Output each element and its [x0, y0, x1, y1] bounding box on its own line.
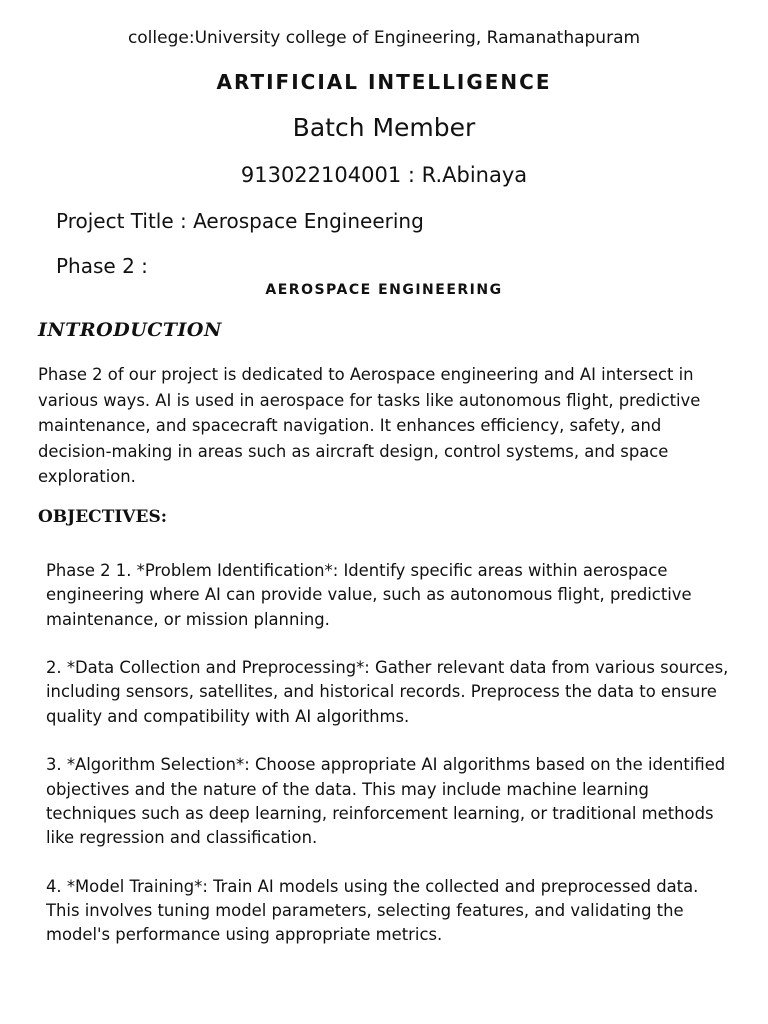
objective-item: 2. *Data Collection and Preprocessing*: Gather relevant data from various sources, including sensors, satellites, and historical records. Preprocess the data to ensure quality and compatibility with AI algorithms. [46, 658, 729, 726]
objective-item: 4. *Model Training*: Train AI models using the collected and preprocessed data. This involves tuning model parameters, selecting features, and validating the model's performance using appropriate metrics. [46, 876, 699, 945]
objectives-list [46, 559, 736, 972]
objectives-heading: OBJECTIVES: [38, 507, 168, 527]
objective-item: 3. *Algorithm Selection*: Choose appropriate AI algorithms based on the identified objectives and the nature of the data. This may include machine learning techniques such as deep learning, reinforcement learning, or traditional methods like regression and classification. [46, 755, 726, 848]
college-name: college:University college of Engineering, Ramanathapuram [127, 28, 641, 48]
objective-item: Phase 2 1. *Problem Identification*: Identify specific areas within aerospace engineering where AI can provide value, such as autonomous flight, predictive maintenance, or mission planning. [46, 561, 692, 629]
document-subtitle: AEROSPACE ENGINEERING [265, 282, 503, 298]
batch-member-heading: Batch Member [292, 113, 476, 142]
project-title: Project Title : Aerospace Engineering [56, 209, 424, 233]
introduction-paragraph: Phase 2 of our project is dedicated to Aerospace engineering and AI intersect in various ways. AI is used in aerospace for tasks like autonomous flight, predictive maintenance, and spacecraft navigation. It enhances efficiency, safety, and decision-making in areas such as aircraft design, control systems, and space exploration. [38, 365, 701, 486]
phase-label: Phase 2 : [56, 254, 148, 278]
course-title: ARTIFICIAL INTELLIGENCE [216, 70, 552, 94]
member-entry: 913022104001 : R.Abinaya [240, 163, 528, 187]
introduction-heading: INTRODUCTION [38, 319, 222, 341]
